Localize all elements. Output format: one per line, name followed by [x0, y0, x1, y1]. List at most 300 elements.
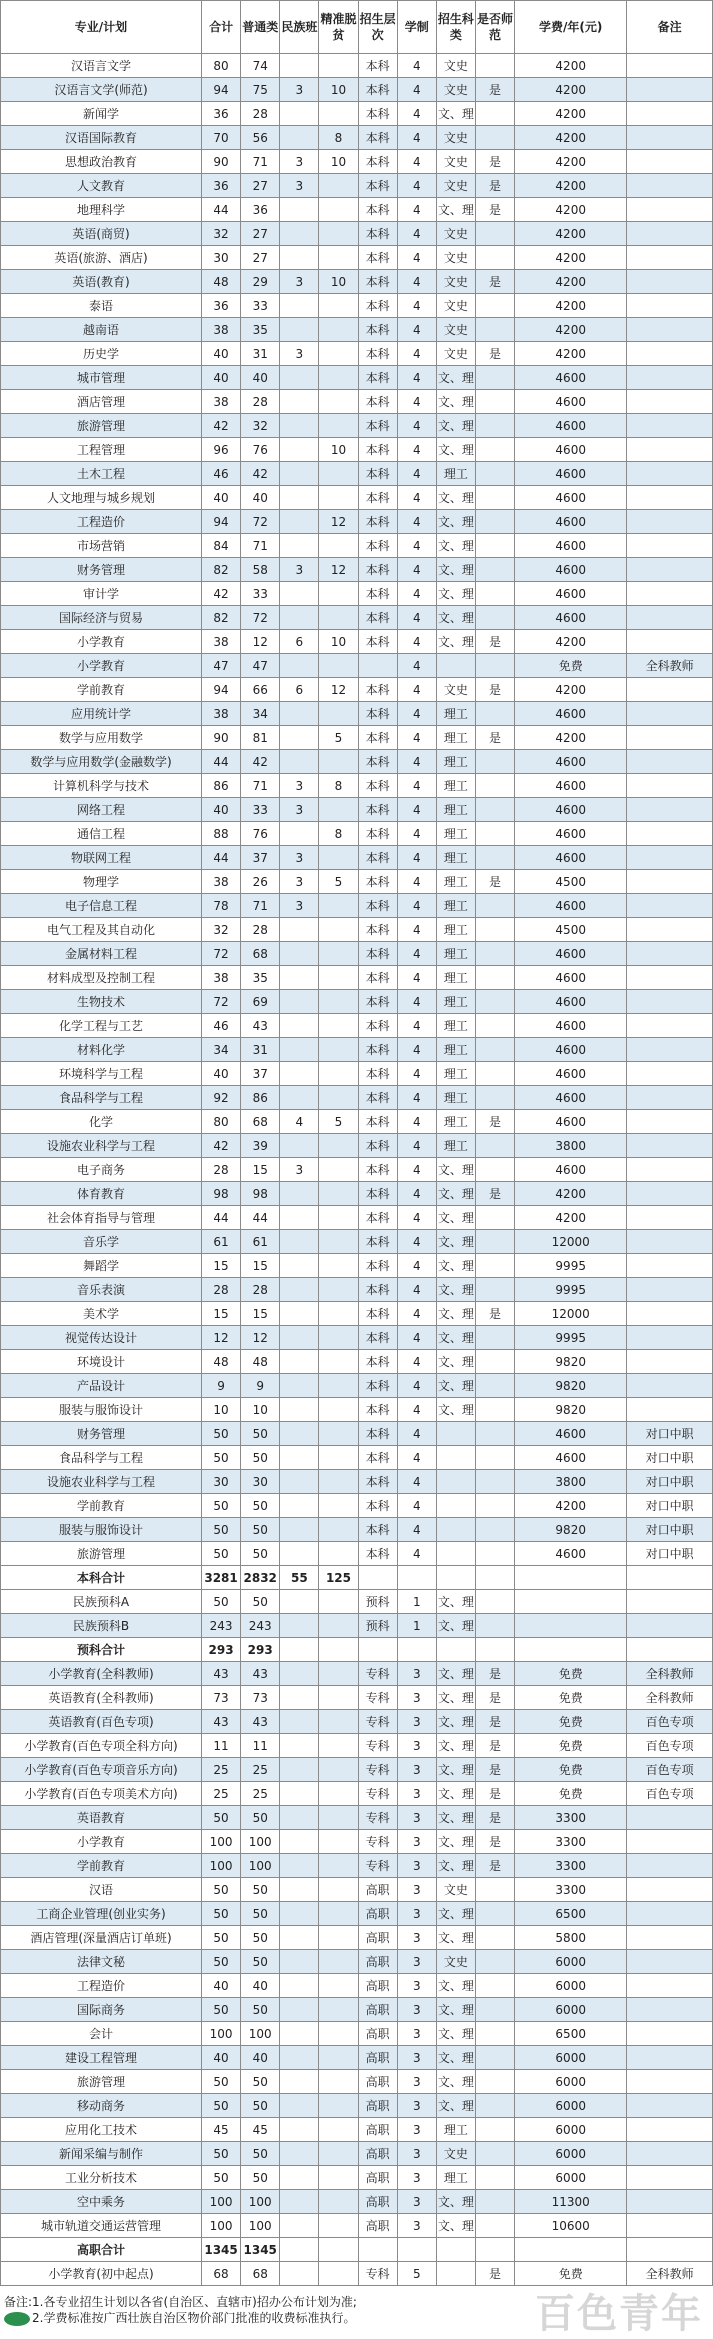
table-cell	[358, 2238, 397, 2262]
table-cell	[319, 1878, 358, 1902]
table-cell: 3	[280, 174, 319, 198]
table-cell: 4	[397, 462, 436, 486]
major-cell: 汉语国际教育	[1, 126, 202, 150]
table-cell	[319, 1926, 358, 1950]
table-cell: 4600	[515, 1014, 627, 1038]
table-cell: 文、理	[436, 414, 475, 438]
table-cell	[475, 1254, 514, 1278]
major-cell: 电子商务	[1, 1158, 202, 1182]
table-cell: 10	[319, 270, 358, 294]
table-cell: 50	[241, 1998, 280, 2022]
table-cell: 本科	[358, 582, 397, 606]
table-cell	[627, 174, 713, 198]
table-cell: 4	[397, 966, 436, 990]
table-cell	[397, 1638, 436, 1662]
table-cell: 42	[202, 414, 241, 438]
table-cell	[475, 750, 514, 774]
table-cell: 文史	[436, 54, 475, 78]
major-cell: 电气工程及其自动化	[1, 918, 202, 942]
table-cell	[475, 2238, 514, 2262]
table-cell: 文史	[436, 222, 475, 246]
table-cell	[280, 2046, 319, 2070]
table-cell	[319, 294, 358, 318]
table-cell: 44	[202, 750, 241, 774]
table-cell: 本科	[358, 1206, 397, 1230]
table-cell	[319, 2046, 358, 2070]
table-cell	[280, 1830, 319, 1854]
major-cell: 建设工程管理	[1, 2046, 202, 2070]
table-cell: 47	[202, 654, 241, 678]
table-cell: 文、理	[436, 1182, 475, 1206]
table-row	[1, 222, 713, 246]
table-cell: 42	[202, 582, 241, 606]
table-cell: 本科	[358, 1134, 397, 1158]
table-cell: 4600	[515, 942, 627, 966]
major-cell: 小学教育(百色专项美术方向)	[1, 1782, 202, 1806]
table-cell: 73	[202, 1686, 241, 1710]
table-cell: 3800	[515, 1470, 627, 1494]
table-cell: 3	[397, 1902, 436, 1926]
table-cell: 3300	[515, 1854, 627, 1878]
table-cell: 4600	[515, 750, 627, 774]
table-cell	[475, 2142, 514, 2166]
table-cell	[475, 486, 514, 510]
table-cell	[475, 582, 514, 606]
table-cell: 文、理	[436, 1302, 475, 1326]
table-cell: 4	[397, 1110, 436, 1134]
table-cell: 专科	[358, 1710, 397, 1734]
table-row	[1, 1278, 713, 1302]
table-row	[1, 2190, 713, 2214]
table-row	[1, 1806, 713, 1830]
major-cell: 材料化学	[1, 1038, 202, 1062]
table-cell: 4	[397, 774, 436, 798]
table-cell	[627, 54, 713, 78]
table-cell: 4600	[515, 414, 627, 438]
table-cell: 28	[202, 1158, 241, 1182]
table-cell	[319, 318, 358, 342]
table-cell: 是	[475, 1782, 514, 1806]
table-cell: 71	[241, 894, 280, 918]
table-cell: 94	[202, 510, 241, 534]
table-cell: 3	[397, 1998, 436, 2022]
table-cell: 4	[397, 294, 436, 318]
table-cell: 4600	[515, 1446, 627, 1470]
table-cell: 本科	[358, 1014, 397, 1038]
table-cell: 3	[397, 1854, 436, 1878]
table-cell	[397, 2238, 436, 2262]
table-cell	[627, 870, 713, 894]
table-cell: 3	[280, 894, 319, 918]
table-cell	[627, 1014, 713, 1038]
table-cell	[627, 1590, 713, 1614]
table-cell: 6	[280, 630, 319, 654]
table-cell	[280, 1998, 319, 2022]
table-cell	[319, 1494, 358, 1518]
table-cell: 理工	[436, 2166, 475, 2190]
table-cell: 3300	[515, 1806, 627, 1830]
table-cell	[280, 414, 319, 438]
table-cell	[627, 1206, 713, 1230]
table-cell: 43	[241, 1662, 280, 1686]
table-cell	[280, 366, 319, 390]
table-cell: 理工	[436, 942, 475, 966]
table-cell	[627, 2046, 713, 2070]
table-cell: 文史	[436, 1950, 475, 1974]
table-cell: 理工	[436, 846, 475, 870]
table-cell	[280, 1974, 319, 1998]
table-cell	[319, 582, 358, 606]
table-cell: 50	[241, 1902, 280, 1926]
table-cell: 71	[241, 774, 280, 798]
table-cell: 9820	[515, 1350, 627, 1374]
table-row	[1, 1014, 713, 1038]
table-cell: 理工	[436, 1038, 475, 1062]
table-cell: 48	[241, 1350, 280, 1374]
table-cell	[319, 1014, 358, 1038]
table-cell	[319, 534, 358, 558]
table-cell: 本科	[358, 606, 397, 630]
table-cell	[475, 942, 514, 966]
table-cell	[280, 1086, 319, 1110]
table-cell: 本科	[358, 942, 397, 966]
table-cell	[319, 1590, 358, 1614]
major-cell: 人文教育	[1, 174, 202, 198]
table-cell: 高职	[358, 2214, 397, 2238]
major-cell: 法律文秘	[1, 1950, 202, 1974]
table-row	[1, 294, 713, 318]
table-cell	[319, 1206, 358, 1230]
table-cell: 90	[202, 150, 241, 174]
table-cell: 免费	[515, 1710, 627, 1734]
table-cell: 4	[397, 654, 436, 678]
table-cell	[280, 1902, 319, 1926]
table-cell: 4500	[515, 870, 627, 894]
table-cell: 3	[397, 1950, 436, 1974]
table-cell: 4200	[515, 54, 627, 78]
table-cell	[280, 102, 319, 126]
table-cell: 10	[241, 1398, 280, 1422]
table-cell: 本科	[358, 1470, 397, 1494]
table-cell	[319, 1974, 358, 1998]
table-row	[1, 1758, 713, 1782]
table-cell	[475, 1638, 514, 1662]
table-cell	[627, 2118, 713, 2142]
table-cell: 50	[202, 1806, 241, 1830]
table-cell: 专科	[358, 1686, 397, 1710]
major-cell: 环境科学与工程	[1, 1062, 202, 1086]
table-cell	[280, 606, 319, 630]
table-cell	[280, 1326, 319, 1350]
table-cell: 理工	[436, 774, 475, 798]
table-cell	[319, 2262, 358, 2286]
major-cell: 小学教育	[1, 654, 202, 678]
table-cell	[627, 222, 713, 246]
table-row	[1, 1782, 713, 1806]
table-cell: 文、理	[436, 1830, 475, 1854]
table-cell: 12	[319, 558, 358, 582]
table-cell: 本科	[358, 174, 397, 198]
table-row	[1, 2022, 713, 2046]
table-row	[1, 1710, 713, 1734]
table-cell	[280, 1494, 319, 1518]
table-cell: 3	[397, 1926, 436, 1950]
table-row	[1, 846, 713, 870]
table-cell: 高职	[358, 2070, 397, 2094]
table-row	[1, 366, 713, 390]
major-cell: 移动商务	[1, 2094, 202, 2118]
table-cell	[280, 1758, 319, 1782]
table-cell: 10	[319, 150, 358, 174]
table-cell	[475, 1950, 514, 1974]
table-cell	[319, 2238, 358, 2262]
table-row	[1, 1086, 713, 1110]
table-cell: 百色专项	[627, 1782, 713, 1806]
table-cell: 9995	[515, 1254, 627, 1278]
table-cell: 专科	[358, 1782, 397, 1806]
table-cell: 4	[397, 222, 436, 246]
table-cell: 本科	[358, 822, 397, 846]
table-cell: 96	[202, 438, 241, 462]
table-cell	[515, 1566, 627, 1590]
table-cell	[280, 510, 319, 534]
table-cell	[475, 1494, 514, 1518]
table-row	[1, 2046, 713, 2070]
table-cell: 45	[202, 2118, 241, 2142]
table-cell	[280, 1374, 319, 1398]
table-cell: 84	[202, 534, 241, 558]
table-cell: 50	[241, 1950, 280, 1974]
table-cell: 4200	[515, 1494, 627, 1518]
table-cell: 是	[475, 1110, 514, 1134]
table-cell: 文史	[436, 174, 475, 198]
table-cell: 本科	[358, 1446, 397, 1470]
table-cell: 8	[319, 822, 358, 846]
table-cell: 38	[202, 630, 241, 654]
table-cell: 38	[202, 390, 241, 414]
table-row	[1, 798, 713, 822]
table-cell: 4200	[515, 294, 627, 318]
table-cell: 3	[397, 1878, 436, 1902]
table-cell: 74	[241, 54, 280, 78]
table-cell: 本科	[358, 1230, 397, 1254]
table-cell	[280, 2262, 319, 2286]
table-cell: 3	[280, 78, 319, 102]
major-cell: 小学教育(全科教师)	[1, 1662, 202, 1686]
logo-icon	[4, 2312, 30, 2326]
table-cell: 3	[397, 2046, 436, 2070]
table-cell: 4200	[515, 270, 627, 294]
table-row	[1, 1950, 713, 1974]
table-cell: 4600	[515, 390, 627, 414]
table-cell: 4200	[515, 630, 627, 654]
table-cell: 71	[241, 534, 280, 558]
table-cell	[627, 270, 713, 294]
table-cell: 293	[241, 1638, 280, 1662]
table-cell	[280, 198, 319, 222]
table-cell: 11	[241, 1734, 280, 1758]
table-row	[1, 2070, 713, 2094]
table-cell	[627, 1566, 713, 1590]
major-cell: 设施农业科学与工程	[1, 1134, 202, 1158]
table-cell: 专科	[358, 1758, 397, 1782]
major-cell: 英语(旅游、酒店)	[1, 246, 202, 270]
table-cell: 4600	[515, 966, 627, 990]
table-cell: 35	[241, 318, 280, 342]
major-cell: 数学与应用数学(金融数学)	[1, 750, 202, 774]
table-cell	[627, 1302, 713, 1326]
table-cell	[627, 534, 713, 558]
major-cell: 土木工程	[1, 462, 202, 486]
table-cell: 38	[202, 702, 241, 726]
table-cell: 文、理	[436, 2190, 475, 2214]
table-cell: 50	[241, 1806, 280, 1830]
table-cell	[358, 654, 397, 678]
table-row	[1, 654, 713, 678]
table-cell: 3	[397, 2190, 436, 2214]
major-cell: 工程造价	[1, 1974, 202, 1998]
table-cell: 本科	[358, 726, 397, 750]
table-cell: 理工	[436, 822, 475, 846]
table-cell: 文史	[436, 2142, 475, 2166]
table-cell: 46	[202, 462, 241, 486]
table-cell: 25	[241, 1782, 280, 1806]
table-cell	[319, 1422, 358, 1446]
table-cell	[319, 222, 358, 246]
table-cell: 是	[475, 630, 514, 654]
table-cell: 25	[202, 1758, 241, 1782]
table-cell: 专科	[358, 1830, 397, 1854]
table-cell: 文、理	[436, 1398, 475, 1422]
major-cell: 国际商务	[1, 1998, 202, 2022]
table-cell: 文、理	[436, 510, 475, 534]
table-cell: 百色专项	[627, 1710, 713, 1734]
major-cell: 历史学	[1, 342, 202, 366]
table-cell: 本科	[358, 534, 397, 558]
table-cell: 48	[202, 270, 241, 294]
table-cell: 4	[397, 894, 436, 918]
table-cell	[475, 894, 514, 918]
table-cell: 4	[397, 486, 436, 510]
table-cell: 28	[202, 1278, 241, 1302]
table-cell: 40	[202, 342, 241, 366]
table-cell	[627, 78, 713, 102]
table-row	[1, 1662, 713, 1686]
table-cell	[319, 2190, 358, 2214]
table-cell: 40	[202, 1062, 241, 1086]
major-cell: 网络工程	[1, 798, 202, 822]
table-cell	[475, 702, 514, 726]
table-cell	[280, 2190, 319, 2214]
table-cell: 3281	[202, 1566, 241, 1590]
table-row	[1, 390, 713, 414]
table-cell	[280, 1710, 319, 1734]
table-cell	[280, 1854, 319, 1878]
table-cell	[627, 894, 713, 918]
table-cell: 文、理	[436, 1854, 475, 1878]
table-cell	[475, 2166, 514, 2190]
table-cell	[627, 1614, 713, 1638]
table-cell: 本科	[358, 1254, 397, 1278]
table-cell: 本科	[358, 222, 397, 246]
table-row	[1, 1998, 713, 2022]
table-cell: 4600	[515, 486, 627, 510]
table-cell: 本科	[358, 1086, 397, 1110]
table-cell: 66	[241, 678, 280, 702]
major-cell: 食品科学与工程	[1, 1086, 202, 1110]
table-cell: 1	[397, 1590, 436, 1614]
table-cell	[475, 1278, 514, 1302]
table-cell: 本科	[358, 630, 397, 654]
table-cell: 4	[397, 678, 436, 702]
table-cell	[319, 102, 358, 126]
table-row	[1, 270, 713, 294]
table-cell	[319, 1038, 358, 1062]
table-cell	[475, 1374, 514, 1398]
table-cell: 是	[475, 342, 514, 366]
table-cell: 本科	[358, 870, 397, 894]
table-cell	[280, 1518, 319, 1542]
table-cell: 35	[241, 966, 280, 990]
table-cell: 文史	[436, 318, 475, 342]
table-cell: 4600	[515, 1158, 627, 1182]
table-cell: 3	[397, 1734, 436, 1758]
table-cell	[627, 294, 713, 318]
table-cell: 是	[475, 1758, 514, 1782]
table-cell: 6000	[515, 2046, 627, 2070]
major-cell: 城市轨道交通运营管理	[1, 2214, 202, 2238]
table-cell: 本科	[358, 678, 397, 702]
table-cell	[627, 1374, 713, 1398]
table-cell	[280, 822, 319, 846]
major-cell: 小学教育(百色专项全科方向)	[1, 1734, 202, 1758]
table-cell	[627, 990, 713, 1014]
table-row	[1, 966, 713, 990]
table-cell: 文、理	[436, 1758, 475, 1782]
table-cell: 44	[202, 1206, 241, 1230]
table-cell: 50	[202, 1878, 241, 1902]
table-cell: 理工	[436, 1110, 475, 1134]
table-cell	[627, 966, 713, 990]
table-cell: 8	[319, 126, 358, 150]
table-cell	[358, 1566, 397, 1590]
table-cell: 文、理	[436, 1374, 475, 1398]
table-cell	[627, 366, 713, 390]
table-cell: 10	[319, 630, 358, 654]
major-cell: 食品科学与工程	[1, 1446, 202, 1470]
table-cell: 50	[241, 1542, 280, 1566]
table-cell	[475, 1014, 514, 1038]
table-cell	[280, 390, 319, 414]
table-cell	[280, 726, 319, 750]
table-cell	[319, 2142, 358, 2166]
major-cell: 物联网工程	[1, 846, 202, 870]
table-cell: 本科	[358, 990, 397, 1014]
table-cell	[436, 2238, 475, 2262]
table-cell	[627, 1878, 713, 1902]
table-cell: 文、理	[436, 1326, 475, 1350]
table-cell	[475, 822, 514, 846]
table-cell	[627, 2166, 713, 2190]
table-cell: 3	[397, 2214, 436, 2238]
table-cell	[319, 1662, 358, 1686]
table-cell: 4	[280, 1110, 319, 1134]
table-cell	[475, 1446, 514, 1470]
table-cell: 4	[397, 1446, 436, 1470]
header-cell: 备注	[627, 1, 713, 54]
table-row	[1, 342, 713, 366]
table-cell	[627, 750, 713, 774]
